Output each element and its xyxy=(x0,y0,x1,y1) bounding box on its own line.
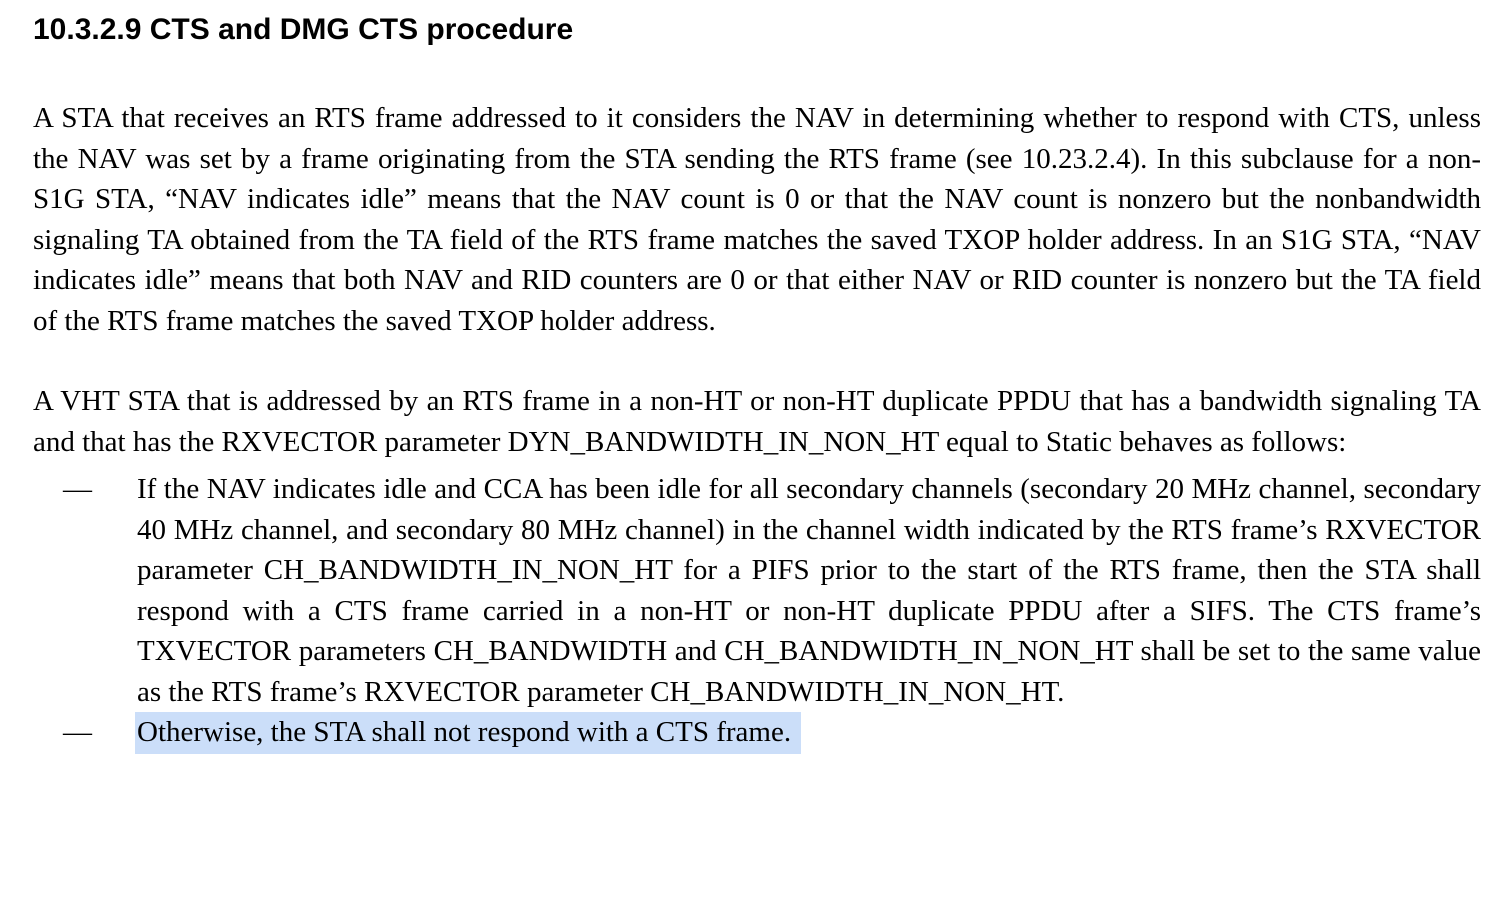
bullet-list xyxy=(33,469,1481,753)
dash-marker: — xyxy=(63,716,92,748)
list-item-text xyxy=(137,469,1481,712)
list-item xyxy=(63,469,1481,712)
list-item-text xyxy=(137,712,1481,753)
paragraph-2: A VHT STA that is addressed by an RTS frame in a non-HT or non-HT duplicate PPDU that has a bandwidth signaling TA and that has the RXVECTOR parameter DYN_BANDWIDTH_IN_NON_HT equal to Static behaves as follows: xyxy=(33,385,1481,458)
paragraph-1: A STA that receives an RTS frame addressed to it considers the NAV in determining whether to respond with CTS, unless the NAV was set by a frame originating from the STA sending the RTS frame (see 10.23.2.4). In this subclause for a non-S1G STA, “NAV indicates idle” means that the NAV count is 0 or that the NAV count is nonzero but the nonbandwidth signaling TA obtained from the TA field of the RTS frame matches the saved TXOP holder address. In an S1G STA, “NAV indicates idle” means that both NAV and RID counters are 0 or that either NAV or RID counter is nonzero but the TA field of the RTS frame matches the saved TXOP holder address. xyxy=(33,102,1481,337)
highlighted-text: Otherwise, the STA shall not respond with a CTS frame. xyxy=(135,712,801,754)
dash-marker: — xyxy=(63,473,92,505)
list-item-text-content: If the NAV indicates idle and CCA has been idle for all secondary channels (secondary 20 MHz channel, secondary 40 MHz channel, and secondary 80 MHz channel) in the channel width indicated by the RTS frame’s RXVECTOR parameter CH_BANDWIDTH_IN_NON_HT for a PIFS prior to the start of the RTS frame, then the STA shall respond with a CTS frame carried in a non-HT or non-HT duplicate PPDU after a SIFS. The CTS frame’s TXVECTOR parameters CH_BANDWIDTH and CH_BANDWIDTH_IN_NON_HT shall be set to the same value as the RTS frame’s RXVECTOR parameter CH_BANDWIDTH_IN_NON_HT. xyxy=(137,473,1481,708)
section-heading: 10.3.2.9 CTS and DMG CTS procedure xyxy=(33,13,574,46)
list-item xyxy=(63,712,1481,753)
